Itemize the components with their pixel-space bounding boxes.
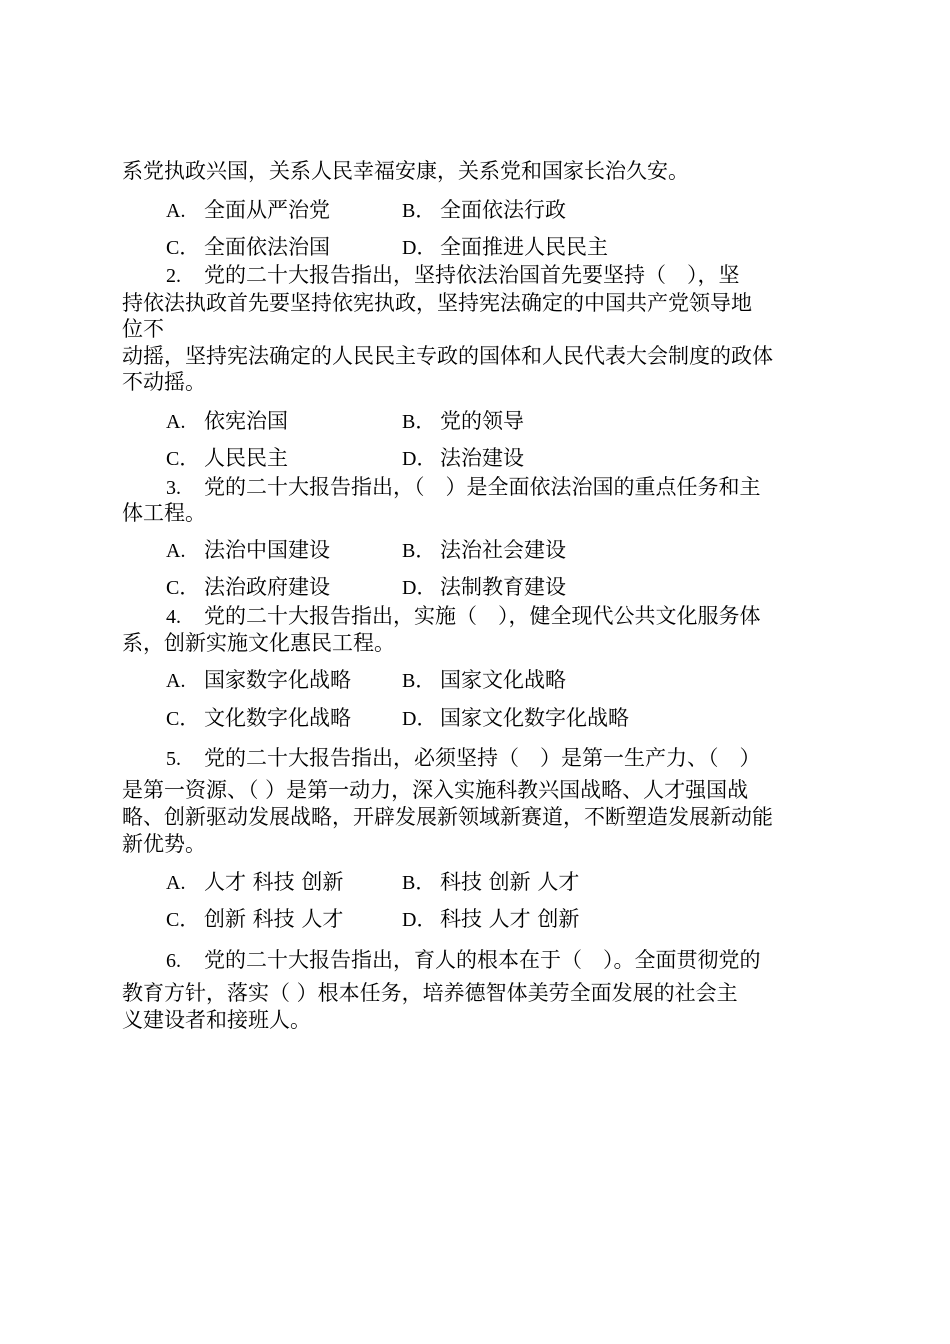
question-3-stem-line: 体工程。 — [122, 501, 206, 525]
q5-option-b: B． 科技 创新 人才 — [402, 870, 580, 894]
q3-option-c: C． 法治政府建设 — [166, 575, 330, 599]
question-6-stem-line: 教育方针，落实（ ）根本任务，培养德智体美劳全面发展的社会主 — [122, 981, 738, 1005]
q3-option-b: B． 法治社会建设 — [402, 538, 566, 562]
question-5-stem: 5. 党的二十大报告指出，必须坚持（ ）是第一生产力、（ ） — [166, 746, 761, 770]
q5-option-c: C． 创新 科技 人才 — [166, 907, 344, 931]
q2-option-a: A. 依宪治国 — [166, 409, 288, 433]
q3-option-d: D． 法制教育建设 — [402, 575, 566, 599]
q2-option-c: C． 人民民主 — [166, 446, 288, 470]
q5-option-a: A. 人才 科技 创新 — [166, 870, 344, 894]
q1-option-c: C． 全面依法治国 — [166, 235, 330, 259]
question-3-stem: 3. 党的二十大报告指出，（ ）是全面依法治国的重点任务和主 — [166, 475, 761, 499]
question-2-stem: 2. 党的二十大报告指出，坚持依法治国首先要坚持（ ），坚 — [166, 263, 740, 287]
question-4-stem: 4. 党的二十大报告指出，实施（ ），健全现代公共文化服务体 — [166, 604, 761, 628]
q3-option-a: A. 法治中国建设 — [166, 538, 330, 562]
q4-option-b: B． 国家文化战略 — [402, 668, 566, 692]
question-2-stem-line: 位不 — [122, 317, 164, 341]
q5-option-d: D． 科技 人才 创新 — [402, 907, 580, 931]
question-4-stem-line: 系，创新实施文化惠民工程。 — [122, 631, 395, 655]
q4-option-c: C． 文化数字化战略 — [166, 706, 351, 730]
q1-option-a: A. 全面从严治党 — [166, 198, 330, 222]
question-5-stem-line: 是第一资源、（ ）是第一动力，深入实施科教兴国战略、人才强国战 — [122, 778, 749, 802]
q4-option-a: A. 国家数字化战略 — [166, 668, 351, 692]
question-1-stem-tail: 系党执政兴国，关系人民幸福安康，关系党和国家长治久安。 — [122, 159, 689, 183]
q2-option-d: D． 法治建设 — [402, 446, 524, 470]
question-6-stem-line: 义建设者和接班人。 — [122, 1008, 311, 1032]
q1-option-b: B． 全面依法行政 — [402, 198, 566, 222]
q2-option-b: B． 党的领导 — [402, 409, 524, 433]
question-2-stem-line: 持依法执政首先要坚持依宪执政，坚持宪法确定的中国共产党领导地 — [122, 291, 752, 315]
question-5-stem-line: 新优势。 — [122, 832, 206, 856]
question-2-stem-line: 不动摇。 — [122, 370, 206, 394]
question-6-stem: 6. 党的二十大报告指出，育人的根本在于（ ）。全面贯彻党的 — [166, 948, 761, 972]
question-2-stem-line: 动摇，坚持宪法确定的人民民主专政的国体和人民代表大会制度的政体 — [122, 344, 773, 368]
q4-option-d: D． 国家文化数字化战略 — [402, 706, 629, 730]
question-5-stem-line: 略、创新驱动发展战略，开辟发展新领域新赛道，不断塑造发展新动能 — [122, 805, 773, 829]
q1-option-d: D． 全面推进人民民主 — [402, 235, 608, 259]
